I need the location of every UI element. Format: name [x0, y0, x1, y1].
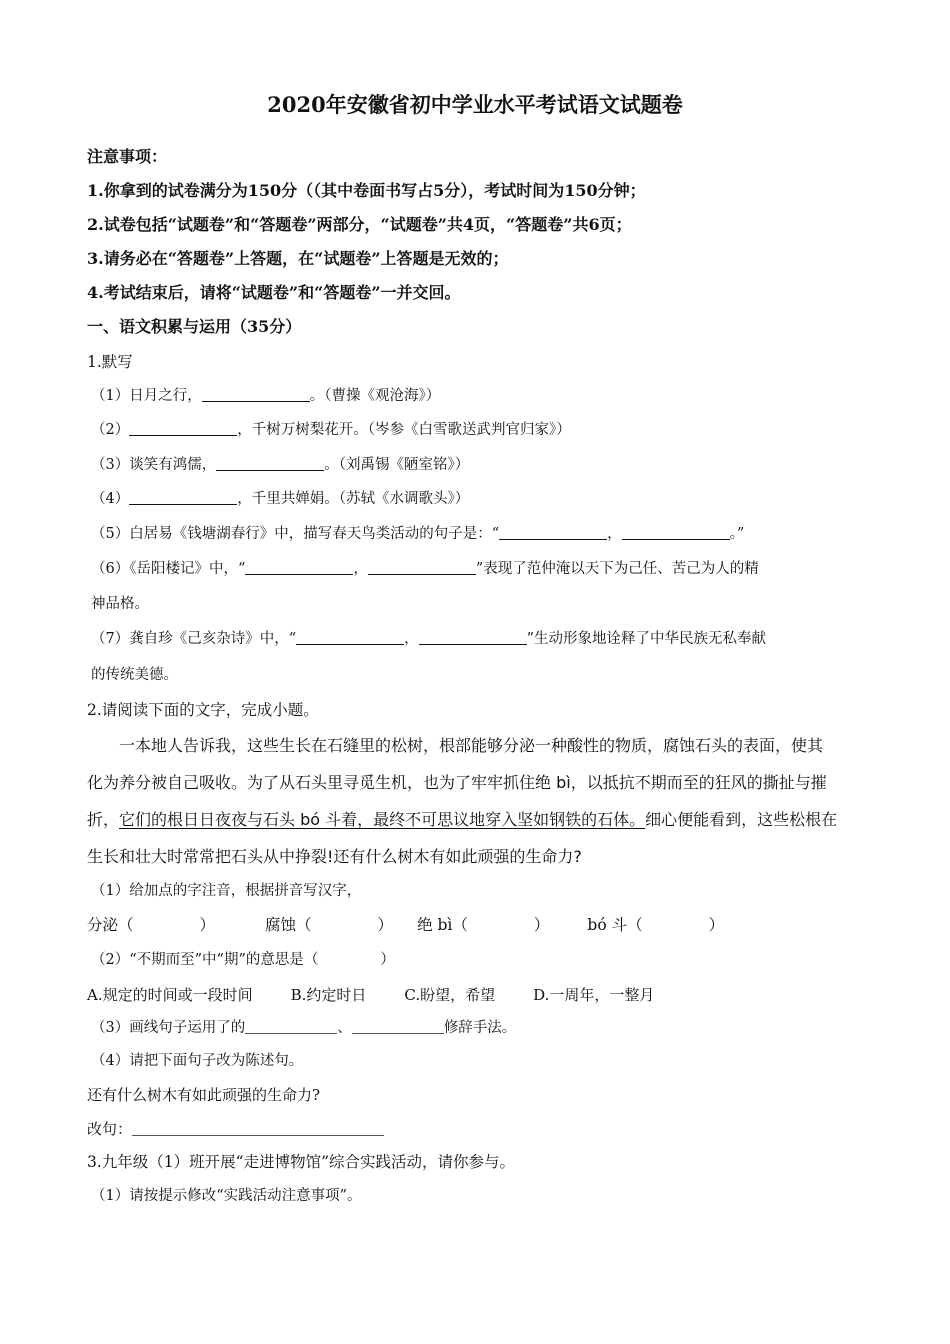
question-text: 九年级（1）班开展“走进博物馆”综合实践活动，请你参与。 [101, 1153, 516, 1171]
question-number: 3. [87, 1153, 102, 1171]
section-heading: 一、语文积累与运用（35分） [87, 317, 302, 336]
q1-item-1 [91, 386, 440, 406]
passage-line: 化为养分被自己吸收。为了从石头里寻觅生机，也为了牢牢抓住绝 bì，以抵抗不期而至的狂风的撕扯与摧 [87, 773, 827, 792]
q2-sub-3 [91, 1018, 516, 1038]
item-text: （3）谈笑有鸿儒， [91, 457, 217, 473]
answer-blank[interactable] [499, 524, 607, 540]
pinyin-word: 腐蚀（ [265, 916, 312, 934]
pinyin-word: bó 斗（ [587, 916, 643, 934]
q3-sub-1: （1）请按提示修改“实践活动注意事项”。 [91, 1188, 362, 1204]
option-a[interactable]: A.规定的时间或一段时间 [87, 986, 253, 1004]
prompt-text: 修辞手法。 [443, 1020, 517, 1036]
item-text: （5）白居易《钱塘湖春行》中，描写春天鸟类活动的句子是：“ [91, 526, 500, 542]
prompt-text: （3）画线句子运用了的 [91, 1020, 246, 1036]
question-number: 1. [87, 353, 102, 371]
q2-sub-2-options [87, 985, 654, 1005]
q2-sub-4-prompt: （4）请把下面句子改为陈述句。 [91, 1053, 304, 1069]
bracket: ） [708, 916, 725, 934]
answer-blank[interactable] [245, 1019, 337, 1034]
answer-blank[interactable] [129, 489, 237, 505]
answer-blank[interactable] [296, 629, 404, 645]
passage-text: 折， [87, 810, 120, 829]
item-text: ，千里共婵娟。（苏轼《水调歌头》） [237, 491, 470, 507]
prompt-text: （2）“不期而至”中“期”的意思是（ [91, 952, 319, 968]
q2-sub-2-prompt [91, 950, 395, 970]
bracket: ） [380, 952, 395, 968]
question-text: 请阅读下面的文字，完成小题。 [101, 701, 319, 719]
q1-item-4 [91, 489, 469, 509]
q1-item-6 [91, 559, 759, 579]
passage-line [87, 810, 837, 830]
item-text: （6）《岳阳楼记》中，“ [91, 561, 246, 577]
answer-blank[interactable] [216, 455, 324, 471]
answer-blank[interactable] [622, 524, 730, 540]
item-text: （2） [91, 422, 130, 438]
answer-blank[interactable] [352, 1019, 444, 1034]
item-text: （4） [91, 491, 130, 507]
answer-blank[interactable] [202, 386, 310, 402]
bracket: ） [199, 916, 216, 934]
item-text: ”表现了范仲淹以天下为己任、苦己为人的精 [475, 561, 759, 577]
answer-blank[interactable] [419, 629, 527, 645]
notes-heading: 注意事项： [87, 147, 168, 166]
q1-item-6-continued: 神品格。 [91, 596, 149, 612]
answer-blank[interactable] [129, 420, 237, 436]
item-text: 。” [729, 526, 745, 542]
pinyin-word: 分泌（ [87, 916, 134, 934]
question-text: 默写 [101, 353, 133, 371]
item-text: ”生动形象地诠释了中华民族无私奉献 [526, 631, 767, 647]
passage-line: 生长和壮大时常常把石头从中挣裂!还有什么树木有如此顽强的生命力? [87, 847, 582, 866]
q1-item-3 [91, 455, 469, 475]
option-c[interactable]: C.盼望，希望 [404, 986, 496, 1004]
note-item: 4.考试结束后，请将“试题卷”和“答题卷”一并交回。 [87, 283, 461, 302]
exam-title: 2020年安徽省初中学业水平考试语文试题卷 [267, 92, 683, 117]
q1-item-7 [91, 629, 766, 649]
underlined-sentence: 它们的根日日夜夜与石头 bó 斗着，最终不可思议地穿入坚如钢铁的石体。 [119, 810, 646, 829]
q2-sub-1-prompt: （1）给加点的字注音，根据拼音写汉字， [91, 883, 362, 899]
item-text: ， [607, 526, 622, 542]
q1-item-2 [91, 420, 571, 440]
item-text: ， [353, 561, 368, 577]
answer-blank[interactable] [368, 559, 476, 575]
question-3-title [87, 1152, 515, 1172]
passage-text: 细心便能看到，这些松根在 [645, 810, 838, 829]
note-item: 3.请务必在“答题卷”上答题，在“试题卷”上答题是无效的； [87, 249, 509, 268]
item-text: ， [404, 631, 419, 647]
q2-sub-4-answer [87, 1119, 384, 1139]
q2-sub-1-words [87, 915, 724, 935]
question-1-title [87, 352, 133, 372]
q1-item-7-continued: 的传统美德。 [91, 667, 178, 683]
answer-label: 改句： [87, 1120, 133, 1138]
answer-blank[interactable] [245, 559, 353, 575]
item-text: （1）日月之行， [91, 388, 202, 404]
q1-item-5 [91, 524, 744, 544]
bracket: ） [377, 916, 394, 934]
q2-sub-4-sentence: 还有什么树木有如此顽强的生命力? [87, 1086, 321, 1104]
item-text: 。（刘禹锡《陋室铭》） [324, 457, 470, 473]
option-b[interactable]: B.约定时日 [290, 986, 367, 1004]
question-number: 2. [87, 701, 102, 719]
item-text: （7）龚自珍《己亥杂诗》中，“ [91, 631, 297, 647]
note-item: 1.你拿到的试卷满分为150分（（其中卷面书写占5分），考试时间为150分钟； [87, 181, 646, 200]
item-text: 。（曹操《观沧海》） [309, 388, 441, 404]
pinyin-word: 绝 bì（ [417, 916, 468, 934]
question-2-title [87, 700, 319, 720]
answer-blank[interactable] [132, 1121, 384, 1136]
item-text: ，千树万树梨花开。（岑参《白雪歌送武判官归家》） [237, 422, 571, 438]
passage-line: 一本地人告诉我，这些生长在石缝里的松树，根部能够分泌一种酸性的物质，腐蚀石头的表面，使其 [119, 736, 824, 755]
bracket: ） [533, 916, 550, 934]
note-item: 2.试卷包括“试题卷”和“答题卷”两部分，“试题卷”共4页，“答题卷”共6页； [87, 215, 632, 234]
option-d[interactable]: D.一周年，一整月 [533, 986, 655, 1004]
prompt-text: 、 [337, 1020, 352, 1036]
